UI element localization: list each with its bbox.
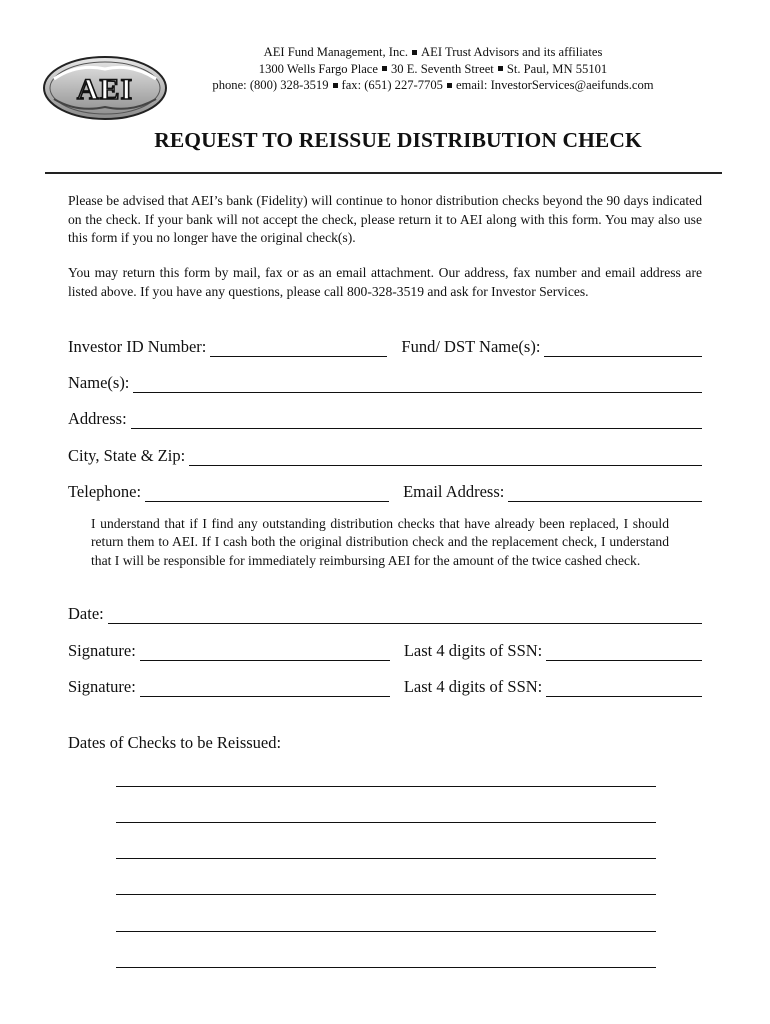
ssn-label: Last 4 digits of SSN: [403, 677, 543, 696]
ssn-field[interactable] [546, 678, 702, 697]
title-divider [45, 172, 722, 174]
letterhead-line-3: phone: (800) 328-3519 fax: (651) 227-7705 email: InvestorServices@aeifunds.com [212, 78, 654, 93]
bullet-square-icon [498, 66, 503, 71]
intro-paragraph-2: You may return this form by mail, fax or as an email attachment. Our address, fax number and email address are listed above. If you have any questions, please call 800-328-3519 and ask for Investor Services. [68, 265, 702, 299]
names-label: Name(s): [68, 373, 130, 392]
email-label: Email Address: [403, 482, 505, 501]
email-field[interactable] [508, 483, 702, 502]
signature-field[interactable] [140, 642, 390, 661]
letterhead-line-2: 1300 Wells Fargo Place 30 E. Seventh Street St. Paul, MN 55101 [258, 61, 608, 76]
signature-row-2 [68, 673, 702, 697]
address-field[interactable] [131, 410, 702, 429]
signature-field[interactable] [140, 678, 390, 697]
signature-row-1 [68, 637, 702, 661]
ssn-label: Last 4 digits of SSN: [403, 641, 543, 660]
telephone-label: Telephone: [68, 482, 142, 501]
telephone-field[interactable] [145, 483, 389, 502]
investor-id-field[interactable] [210, 338, 387, 357]
address-label: Address: [68, 409, 127, 428]
bullet-square-icon [333, 83, 338, 88]
letterhead [180, 44, 686, 94]
letterhead-line-1: AEI Fund Management, Inc. AEI Trust Advisors and its affiliates [263, 45, 603, 59]
dates-of-checks-label: Dates of Checks to be Reissued: [68, 733, 282, 752]
date-row [68, 600, 702, 624]
bullet-square-icon [412, 50, 417, 55]
names-row [68, 369, 702, 393]
check-date-field[interactable] [116, 858, 656, 859]
check-date-field[interactable] [116, 967, 656, 968]
check-date-field[interactable] [116, 822, 656, 823]
city-state-zip-label: City, State & Zip: [68, 446, 186, 465]
investor-id-label: Investor ID Number: [68, 337, 207, 356]
date-label: Date: [68, 604, 104, 623]
check-date-field[interactable] [116, 786, 656, 787]
date-field[interactable] [108, 605, 702, 624]
acknowledgement-paragraph: I understand that if I find any outstanding distribution checks that have already been replaced, I should return them to AEI. If I cash both the original distribution check and the replacement check, I understand that I will be responsible for immediately reimbursing AEI for the amount of the twice cashed check. [91, 516, 669, 568]
check-date-field[interactable] [116, 894, 656, 895]
telephone-email-row [68, 478, 702, 502]
investor-fund-row [68, 333, 702, 357]
page-title: REQUEST TO REISSUE DISTRIBUTION CHECK [154, 128, 642, 152]
city-state-zip-field[interactable] [189, 447, 702, 466]
city-state-zip-row [68, 442, 702, 466]
bullet-square-icon [447, 83, 452, 88]
signature-label: Signature: [68, 641, 136, 660]
names-field[interactable] [133, 374, 702, 393]
signature-label: Signature: [68, 677, 136, 696]
svg-text:AEI: AEI [76, 73, 134, 106]
fund-name-label: Fund/ DST Name(s): [401, 337, 541, 356]
aei-logo [42, 55, 168, 121]
intro-paragraph-1: Please be advised that AEI’s bank (Fidelity) will continue to honor distribution checks beyond the 90 days indicated on the check. If your bank will not accept the check, please return it to AEI along with this form. You may also use this form if you no longer have the original check(s). [68, 193, 702, 246]
bullet-square-icon [382, 66, 387, 71]
ssn-field[interactable] [546, 642, 702, 661]
check-date-field[interactable] [116, 931, 656, 932]
address-row [68, 405, 702, 429]
fund-name-field[interactable] [544, 338, 702, 357]
